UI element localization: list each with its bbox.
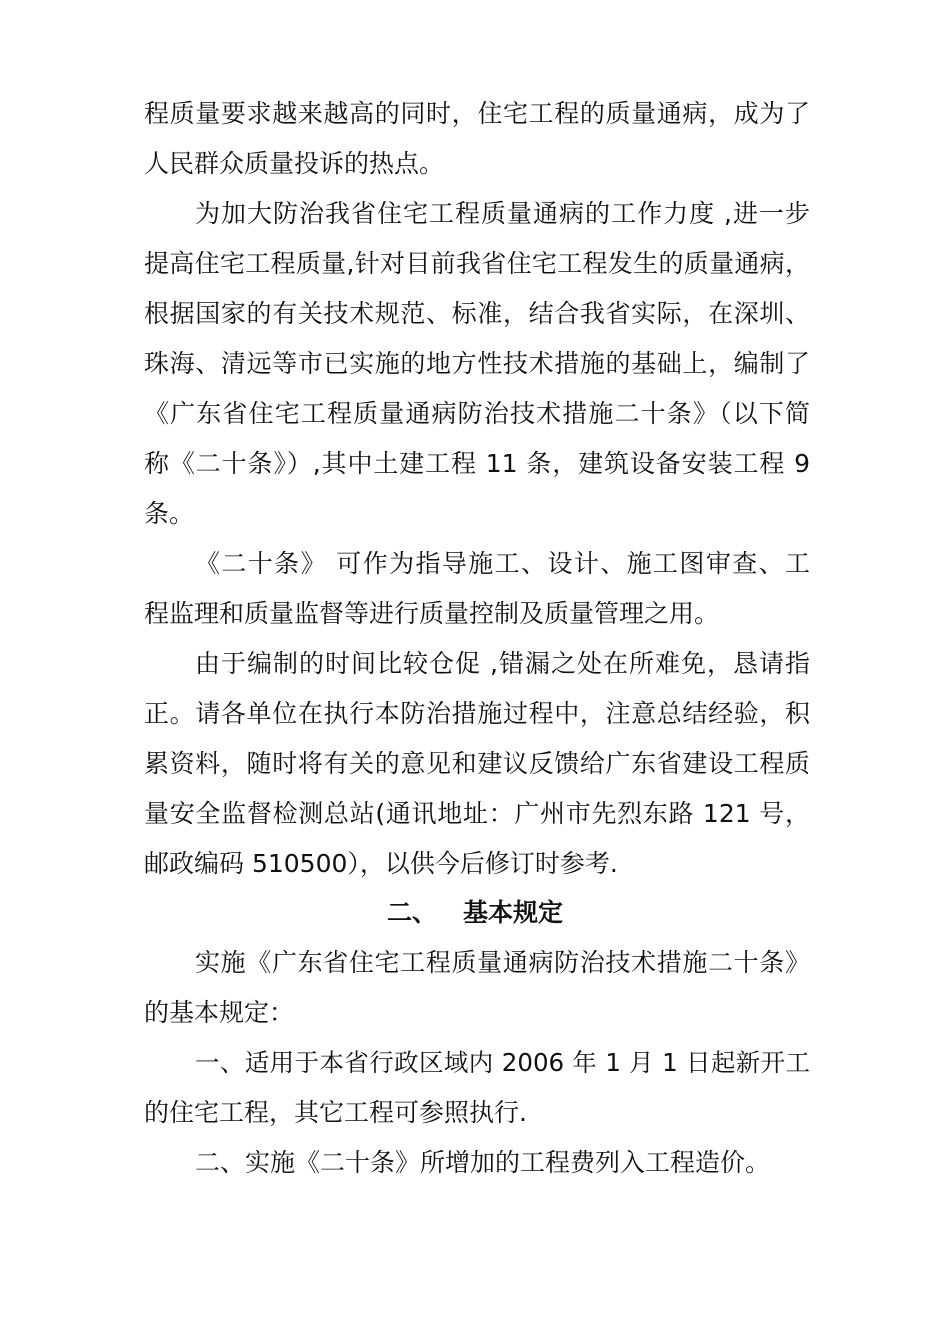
body-text-line: 称《二十条》）,其中土建工程 11 条，建筑设备安装工程 9 — [144, 449, 810, 478]
body-text-line: 根据国家的有关技术规范、标准，结合我省实际，在深圳、 — [144, 299, 810, 328]
body-text-line: 由于编制的时间比较仓促 ,错漏之处在所难免，恳请指 — [195, 649, 810, 678]
body-text-line: 一、适用于本省行政区域内 2006 年 1 月 1 日起新开工 — [195, 1048, 810, 1077]
body-text-line: 正。请各单位在执行本防治措施过程中，注意总结经验，积 — [144, 699, 810, 728]
section-heading: 二、 基本规定 — [386, 898, 564, 927]
body-text-line: 邮政编码 510500），以供今后修订时参考. — [144, 849, 618, 878]
body-text-line: 程质量要求越来越高的同时，住宅工程的质量通病，成为了 — [144, 99, 810, 128]
body-text-line: 《广东省住宅工程质量通病防治技术措施二十条》（以下简 — [144, 399, 810, 428]
body-text-line: 程监理和质量监督等进行质量控制及质量管理之用。 — [144, 599, 720, 628]
body-text-line: 人民群众质量投诉的热点。 — [144, 149, 445, 178]
body-text-line: 《二十条》 可作为指导施工、设计、施工图审查、工 — [195, 549, 810, 578]
body-text-line: 二、实施《二十条》所增加的工程费列入工程造价。 — [195, 1148, 771, 1177]
body-text-line: 的住宅工程，其它工程可参照执行. — [144, 1098, 527, 1127]
body-text-line: 累资料，随时将有关的意见和建议反馈给广东省建设工程质 — [144, 749, 810, 778]
body-text-line: 实施《广东省住宅工程质量通病防治技术措施二十条》 — [195, 948, 810, 977]
body-text-line: 的基本规定： — [144, 998, 295, 1027]
body-text-line: 为加大防治我省住宅工程质量通病的工作力度 ,进一步 — [195, 199, 810, 228]
body-text-line: 提高住宅工程质量,针对目前我省住宅工程发生的质量通病， — [144, 249, 810, 278]
body-text-line: 条。 — [144, 499, 195, 528]
body-text-line: 量安全监督检测总站(通讯地址：广州市先烈东路 121 号， — [144, 799, 810, 828]
body-text-line: 珠海、清远等市已实施的地方性技术措施的基础上，编制了 — [144, 349, 810, 378]
